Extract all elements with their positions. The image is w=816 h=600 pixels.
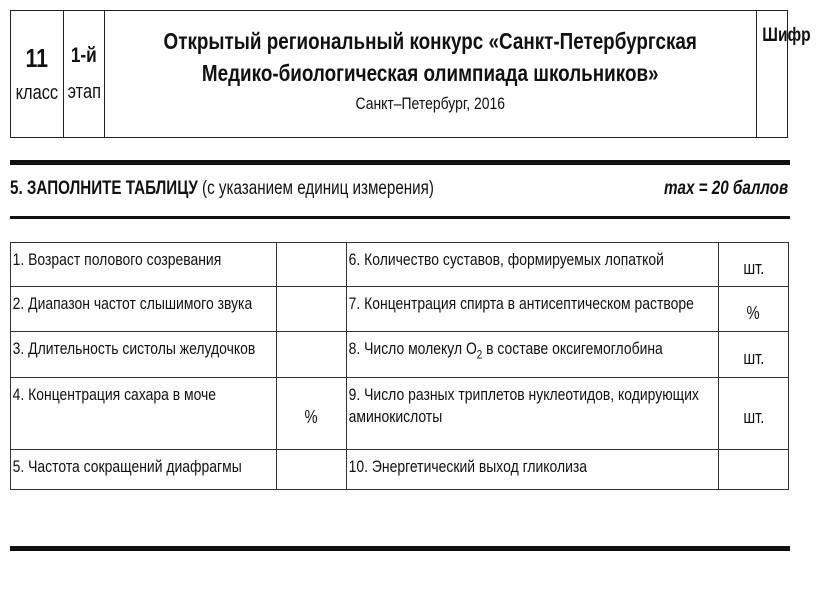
item-cell — [11, 450, 277, 490]
answer-cell[interactable] — [277, 378, 347, 450]
section-heading — [10, 178, 790, 210]
item-cell — [347, 378, 719, 450]
table-row — [11, 378, 789, 450]
item-label: 2. Диапазон частот слышимого звука — [12, 294, 253, 313]
table-row — [11, 243, 789, 287]
olympiad-title-line1: Открытый региональный конкурс «Санкт-Петербургская — [163, 28, 698, 54]
section-title — [10, 178, 434, 200]
item-cell — [347, 332, 719, 378]
stage-cell — [64, 11, 106, 137]
item-label — [347, 332, 663, 365]
code-cell[interactable] — [757, 11, 816, 137]
answer-cell[interactable] — [277, 287, 347, 332]
divider-bottom — [10, 546, 790, 551]
unit-label: шт. — [742, 348, 765, 368]
sheet-header — [10, 10, 811, 138]
item-label: 6. Количество суставов, формируемых лопаткой — [348, 250, 664, 269]
code-label: Шифр — [762, 25, 811, 46]
answer-cell[interactable] — [277, 243, 347, 287]
unit-label: шт. — [742, 407, 765, 427]
item-cell — [347, 287, 719, 332]
grade-label: класс — [15, 82, 59, 104]
item-label-subscript: 2 — [476, 347, 483, 362]
stage-number: 1-й — [71, 44, 98, 67]
item-label: 5. Частота сокращений диафрагмы — [12, 457, 242, 476]
item-cell — [347, 450, 719, 490]
item-cell — [11, 243, 277, 287]
item-cell — [347, 243, 719, 287]
answer-cell[interactable] — [277, 332, 347, 378]
table-row — [11, 332, 789, 378]
unit-label: % — [746, 302, 761, 323]
location-year: Санкт–Петербург, 2016 — [355, 94, 506, 113]
table-row — [11, 450, 789, 490]
stage-label: этап — [67, 81, 101, 103]
section-title-text: ЗАПОЛНИТЕ ТАБЛИЦУ — [26, 178, 198, 199]
unit-label: шт. — [742, 258, 765, 278]
answer-cell[interactable] — [277, 450, 347, 490]
table-row — [11, 287, 789, 332]
answer-cell[interactable] — [719, 378, 789, 450]
item-label-suffix: в составе оксигемоглобина — [482, 339, 663, 358]
max-score: max = 20 баллов — [663, 178, 788, 199]
item-label: 9. Число разных триплетов нуклеотидов, кодирующих аминокислоты — [348, 385, 699, 426]
unit-label: % — [304, 407, 319, 427]
olympiad-title-line2: Медико-биологическая олимпиада школьников» — [202, 60, 659, 86]
answer-cell[interactable] — [719, 450, 789, 490]
item-label-prefix: 8. Число молекул O — [348, 339, 477, 358]
item-label: 3. Длительность систолы желудочков — [12, 339, 256, 358]
olympiad-title-cell — [105, 11, 756, 137]
answer-cell[interactable] — [719, 332, 789, 378]
item-label: 7. Концентрация спирта в антисептическом растворе — [348, 294, 694, 313]
item-label: 4. Концентрация сахара в моче — [12, 385, 217, 404]
divider-top — [10, 160, 790, 165]
answer-cell[interactable] — [719, 287, 789, 332]
item-label: 10. Энергетический выход гликолиза — [348, 457, 588, 476]
item-cell — [11, 332, 277, 378]
grade-number: 11 — [25, 43, 49, 73]
grade-cell — [11, 11, 64, 137]
section-number: 5. — [10, 178, 23, 199]
item-label: 1. Возраст полового созревания — [12, 250, 222, 269]
item-cell — [11, 378, 277, 450]
item-cell — [11, 287, 277, 332]
section-note: (с указанием единиц измерения) — [202, 178, 434, 199]
answer-table — [10, 242, 789, 490]
divider-section — [10, 216, 790, 219]
answer-cell[interactable] — [719, 243, 789, 287]
